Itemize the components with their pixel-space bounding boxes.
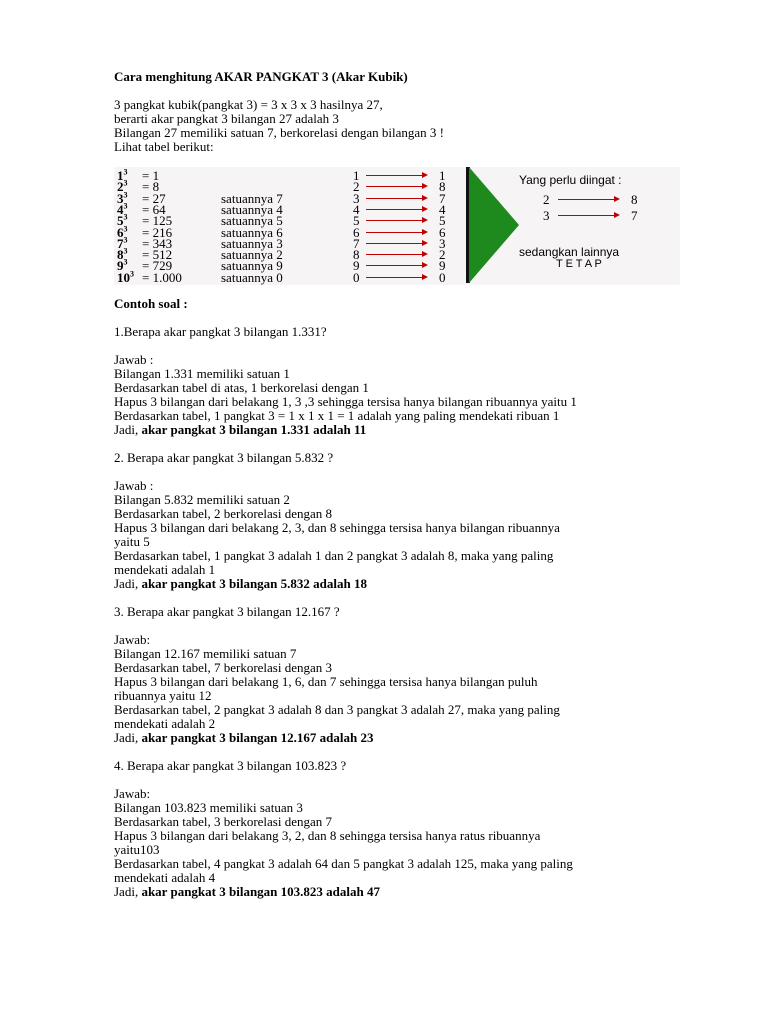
correlation-left: 9: [353, 258, 360, 274]
units-digit-label: satuannya 4: [221, 201, 283, 217]
power-result: = 512: [142, 247, 173, 263]
example-question: 3. Berapa akar pangkat 3 bilangan 12.167 ?: [114, 604, 340, 619]
intro-paragraph: [114, 98, 654, 154]
red-arrow-icon: [366, 254, 426, 255]
answer-line: Berdasarkan tabel, 1 pangkat 3 = 1 x 1 x 1 = 1 adalah yang paling mendekati ribuan 1: [114, 408, 560, 423]
red-arrow-icon: [366, 186, 426, 187]
correlation-right: 6: [439, 224, 446, 240]
document-page: [114, 70, 654, 899]
correlation-right: 4: [439, 201, 446, 217]
power-result: = 8: [142, 179, 160, 195]
units-digit-label: satuannya 9: [221, 258, 283, 274]
example-question: 4. Berapa akar pangkat 3 bilangan 103.823 ?: [114, 758, 347, 773]
example-item: [114, 325, 654, 451]
document-title: Cara menghitung AKAR PANGKAT 3 (Akar Kubik): [114, 69, 408, 84]
power-base: $9^3$: [117, 258, 128, 274]
conclusion-result: akar pangkat 3 bilangan 1.331 adalah 11: [141, 422, 367, 437]
power-base: $3^3$: [117, 190, 128, 206]
answer-label: Jawab :: [114, 352, 154, 367]
remember-to: 7: [631, 208, 638, 223]
conclusion-result: akar pangkat 3 bilangan 103.823 adalah 47: [141, 884, 380, 899]
remember-to: 8: [631, 192, 638, 207]
correlation-left: 4: [353, 201, 360, 217]
correlation-right: 2: [439, 247, 446, 263]
intro-line: Bilangan 27 memiliki satuan 7, berkorelasi dengan bilangan 3 !: [114, 125, 444, 140]
red-arrow-icon: [366, 220, 426, 221]
power-result: = 125: [142, 213, 173, 229]
examples-list: [114, 325, 654, 899]
answer-line: Berdasarkan tabel, 3 berkorelasi dengan 7: [114, 814, 333, 829]
answer-line: Bilangan 1.331 memiliki satuan 1: [114, 366, 290, 381]
answer-line: yaitu 5: [114, 534, 150, 549]
intro-line: 3 pangkat kubik(pangkat 3) = 3 x 3 x 3 hasilnya 27,: [114, 97, 383, 112]
answer-conclusion: [114, 577, 654, 591]
answer-line: Bilangan 12.167 memiliki satuan 7: [114, 646, 297, 661]
power-base: $7^3$: [117, 235, 128, 251]
conclusion-result: akar pangkat 3 bilangan 5.832 adalah 18: [141, 576, 367, 591]
conclusion-result: akar pangkat 3 bilangan 12.167 adalah 23: [141, 730, 374, 745]
correlation-left: 2: [353, 179, 360, 195]
answer-conclusion: [114, 423, 654, 437]
example-question: 1.Berapa akar pangkat 3 bilangan 1.331?: [114, 324, 327, 339]
cube-table-image: [114, 167, 680, 285]
answer-line: Berdasarkan tabel, 1 pangkat 3 adalah 1 dan 2 pangkat 3 adalah 8, maka yang paling: [114, 548, 554, 563]
red-arrow-icon: [366, 232, 426, 233]
red-arrow-icon: [558, 199, 618, 200]
correlation-right: 0: [439, 269, 446, 285]
answer-line: Bilangan 5.832 memiliki satuan 2: [114, 492, 290, 507]
units-digit-label: satuannya 5: [221, 213, 283, 229]
green-triangle-icon: [469, 167, 519, 283]
units-digit-label: satuannya 2: [221, 247, 283, 263]
power-result: = 216: [142, 224, 173, 240]
units-digit-label: satuannya 3: [221, 235, 283, 251]
power-base: $5^3$: [117, 212, 128, 229]
answer-line: Berdasarkan tabel, 2 pangkat 3 adalah 8 dan 3 pangkat 3 adalah 27, maka yang paling: [114, 702, 560, 717]
answer-line: Berdasarkan tabel di atas, 1 berkorelasi dengan 1: [114, 380, 369, 395]
red-arrow-icon: [366, 175, 426, 176]
example-question: 2. Berapa akar pangkat 3 bilangan 5.832 ?: [114, 450, 334, 465]
conclusion-prefix: Jadi,: [114, 576, 142, 591]
answer-line: mendekati adalah 2: [114, 716, 216, 731]
answer-line: Hapus 3 bilangan dari belakang 1, 6, dan 7 sehingga tersisa hanya bilangan puluh: [114, 674, 538, 689]
answer-line: ribuannya yaitu 12: [114, 688, 212, 703]
answer-line: mendekati adalah 4: [114, 870, 216, 885]
answer-label: Jawab :: [114, 478, 154, 493]
power-base: $4^3$: [117, 201, 128, 217]
red-arrow-icon: [366, 243, 426, 244]
power-base: $1^3$: [117, 167, 128, 183]
remember-from: 2: [543, 192, 550, 207]
examples-heading: Contoh soal :: [114, 296, 188, 311]
power-result: = 1: [142, 168, 160, 183]
answer-line: Hapus 3 bilangan dari belakang 1, 3 ,3 sehingga tersisa hanya bilangan ribuannya yaitu 1: [114, 394, 577, 409]
table-row: [114, 167, 454, 183]
correlation-left: 6: [353, 224, 360, 240]
conclusion-prefix: Jadi,: [114, 884, 142, 899]
answer-conclusion: [114, 885, 654, 899]
answer-line: yaitu103: [114, 842, 160, 857]
answer-line: Berdasarkan tabel, 7 berkorelasi dengan 3: [114, 660, 333, 675]
correlation-right: 9: [439, 258, 446, 274]
example-item: [114, 451, 654, 605]
units-digit-label: satuannya 6: [221, 224, 283, 240]
power-base: $8^3$: [117, 246, 128, 263]
correlation-left: 8: [353, 247, 360, 263]
power-base: $10^3$: [117, 269, 134, 285]
answer-conclusion: [114, 731, 654, 745]
example-item: [114, 605, 654, 759]
red-arrow-icon: [558, 215, 618, 216]
correlation-left: 1: [353, 168, 360, 183]
table-row: [114, 269, 454, 285]
units-digit-label: satuannya 0: [221, 269, 283, 285]
power-result: = 64: [142, 201, 166, 217]
others-line-1: sedangkan lainnya: [519, 245, 620, 259]
correlation-left: 0: [353, 269, 360, 285]
example-item: [114, 759, 654, 899]
power-result: = 1.000: [142, 269, 182, 285]
remember-label: Yang perlu diingat :: [519, 173, 622, 187]
red-arrow-icon: [366, 277, 426, 278]
correlation-right: 3: [439, 235, 446, 251]
conclusion-prefix: Jadi,: [114, 422, 142, 437]
correlation-right: 5: [439, 213, 446, 229]
answer-line: Hapus 3 bilangan dari belakang 2, 3, dan 8 sehingga tersisa hanya bilangan ribuannya: [114, 520, 560, 535]
others-line-2: T E T A P: [556, 258, 602, 270]
red-arrow-icon: [366, 198, 426, 199]
red-arrow-icon: [366, 209, 426, 210]
answer-line: Hapus 3 bilangan dari belakang 3, 2, dan 8 sehingga tersisa hanya ratus ribuannya: [114, 828, 541, 843]
answer-line: mendekati adalah 1: [114, 562, 216, 577]
answer-label: Jawab:: [114, 786, 151, 801]
correlation-right: 8: [439, 179, 446, 195]
answer-line: Berdasarkan tabel, 2 berkorelasi dengan 8: [114, 506, 333, 521]
intro-line: Lihat tabel berikut:: [114, 139, 214, 154]
answer-line: Bilangan 103.823 memiliki satuan 3: [114, 800, 303, 815]
remember-from: 3: [543, 208, 550, 223]
correlation-right: 7: [439, 190, 446, 206]
correlation-left: 7: [353, 235, 360, 251]
power-base: $2^3$: [117, 178, 128, 195]
power-result: = 343: [142, 235, 173, 251]
answer-label: Jawab:: [114, 632, 151, 647]
power-result: = 27: [142, 190, 166, 206]
power-base: $6^3$: [117, 224, 128, 240]
units-digit-label: satuannya 7: [221, 190, 283, 206]
correlation-left: 3: [353, 190, 360, 206]
conclusion-prefix: Jadi,: [114, 730, 142, 745]
red-arrow-icon: [366, 265, 426, 266]
correlation-left: 5: [353, 213, 360, 229]
power-result: = 729: [142, 258, 173, 274]
intro-line: berarti akar pangkat 3 bilangan 27 adalah 3: [114, 111, 339, 126]
correlation-right: 1: [439, 168, 446, 183]
answer-line: Berdasarkan tabel, 4 pangkat 3 adalah 64 dan 5 pangkat 3 adalah 125, maka yang paling: [114, 856, 573, 871]
